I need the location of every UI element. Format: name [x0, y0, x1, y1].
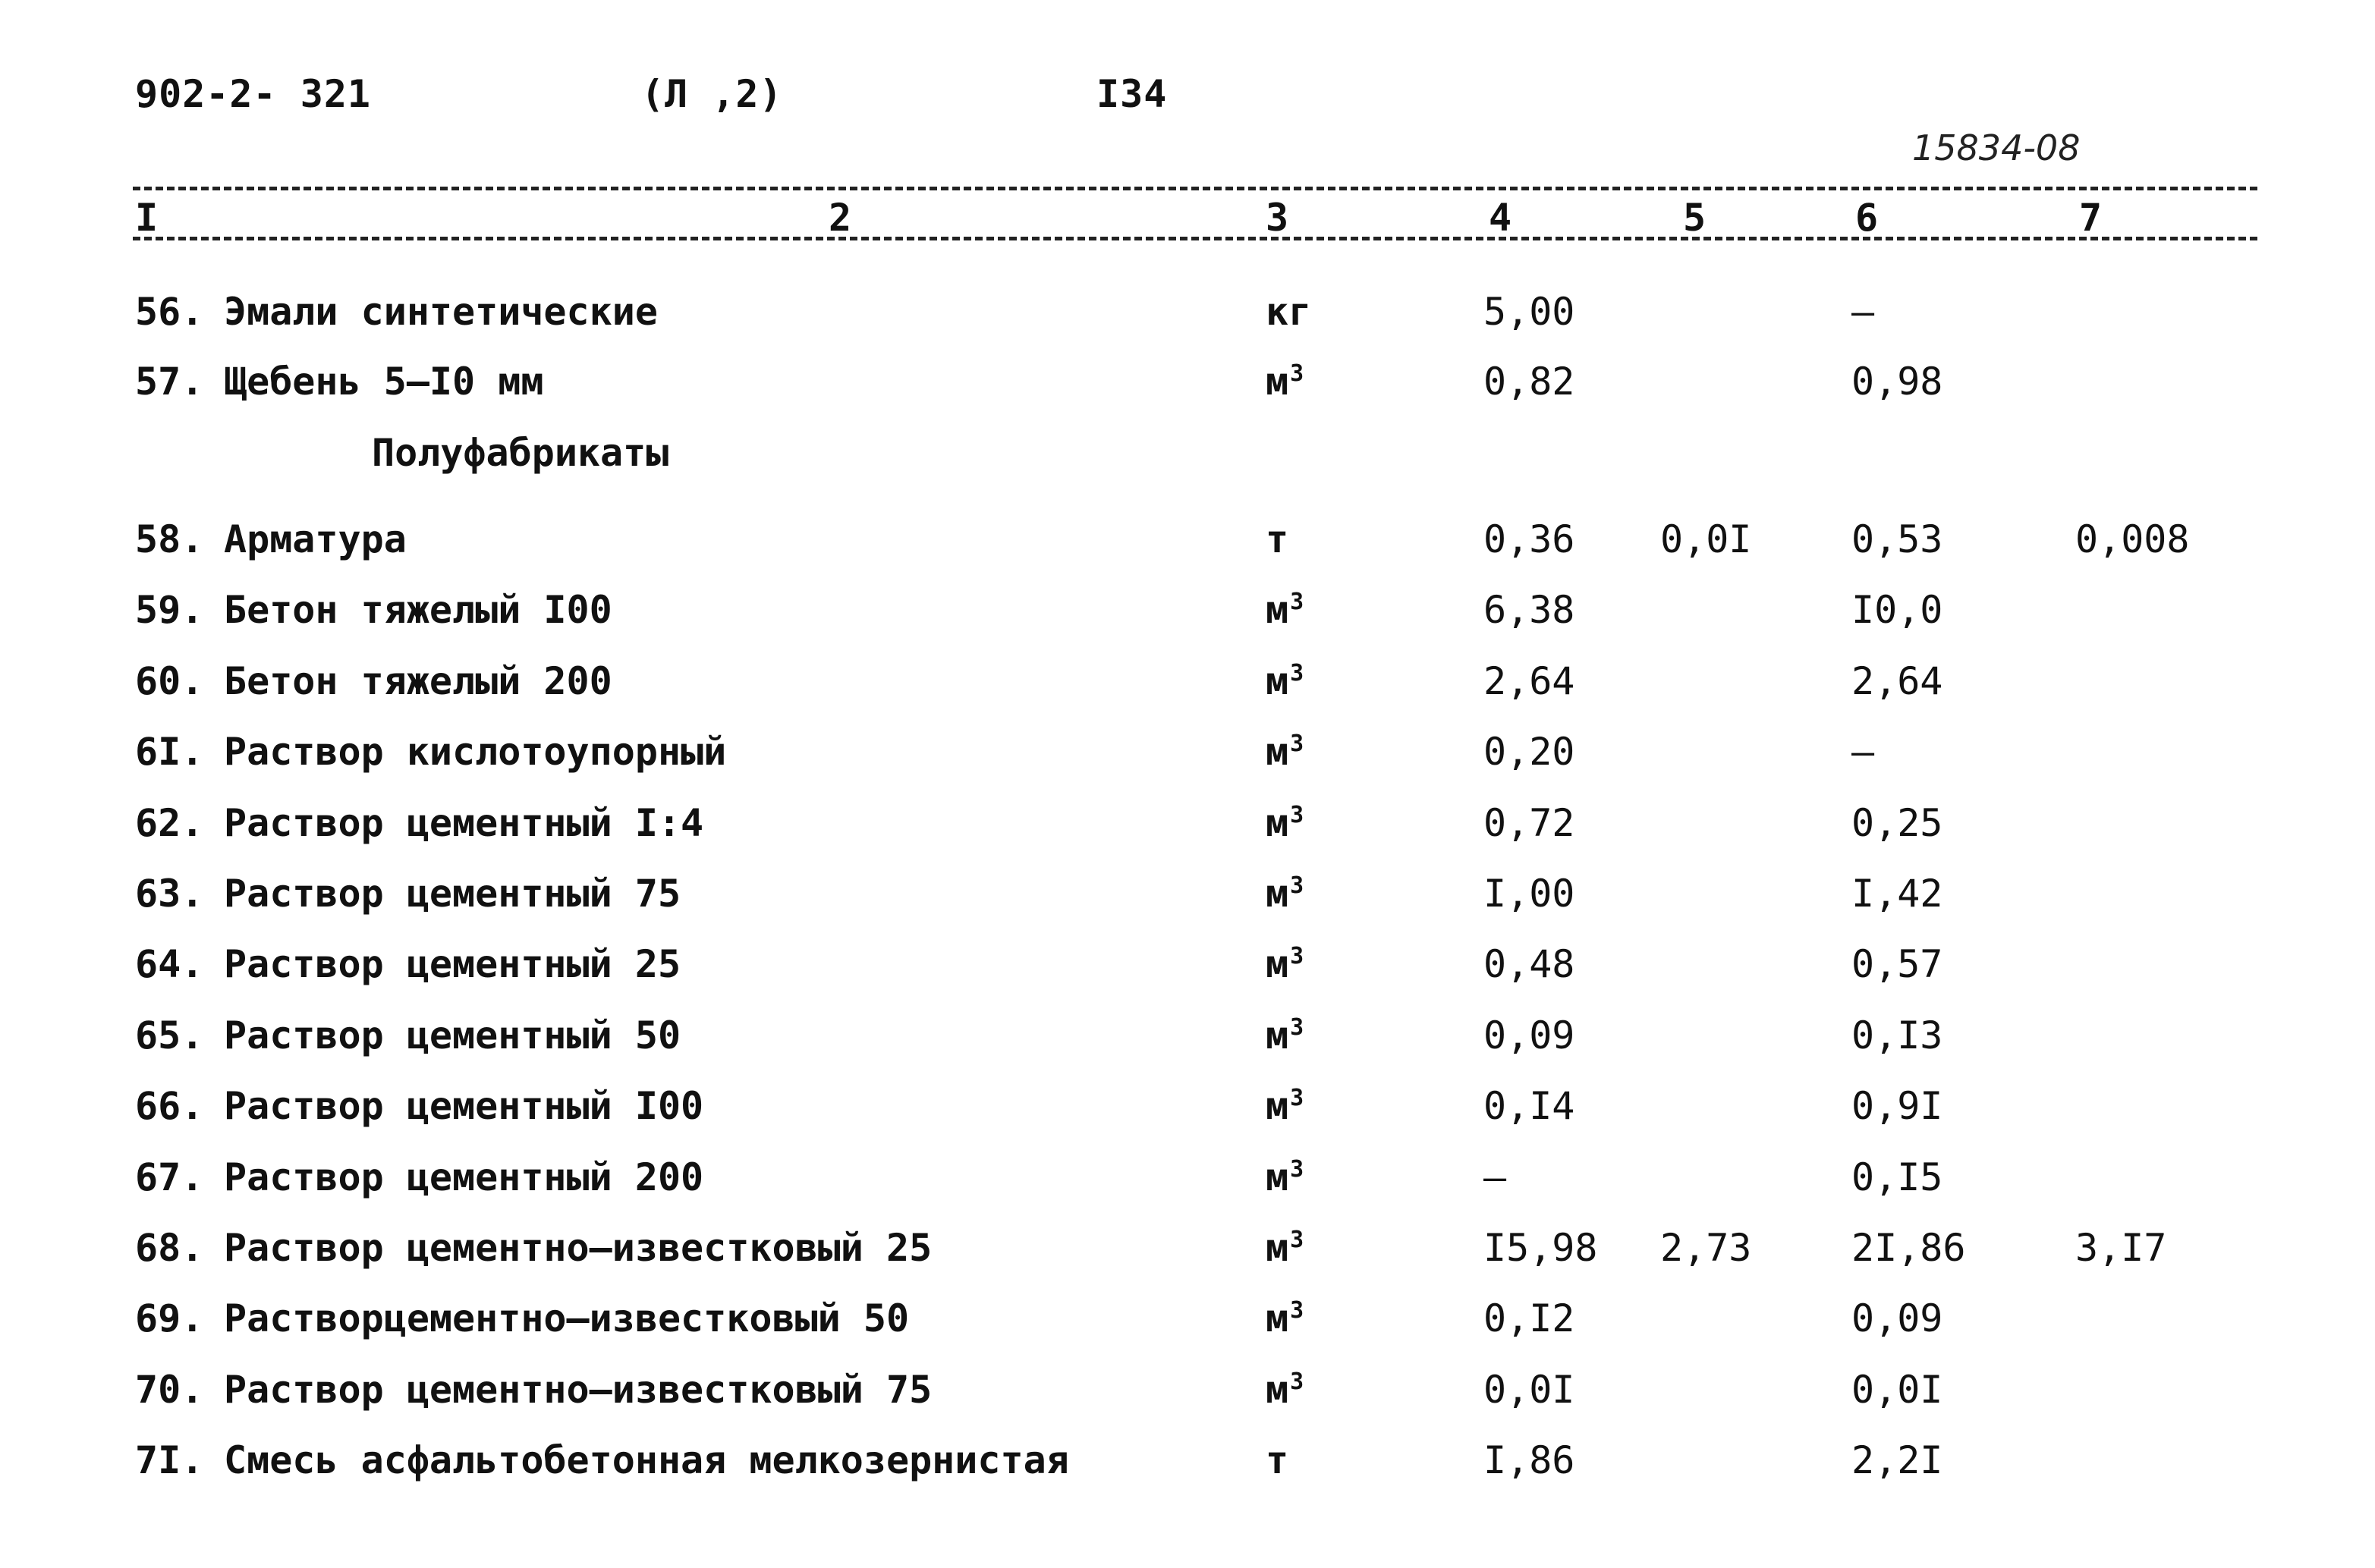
unit-label: м [1266, 1296, 1289, 1340]
unit-cell [1266, 872, 1304, 916]
row-number: 67. [135, 1155, 204, 1199]
unit-label: м [1266, 588, 1289, 632]
header-rule-top [133, 187, 2257, 190]
unit-label: м [1266, 1226, 1289, 1270]
table-row [0, 1368, 2375, 1428]
unit-label: т [1266, 517, 1289, 561]
unit-exponent: 3 [1290, 660, 1304, 687]
value-col-5: 2,73 [1660, 1226, 1752, 1270]
material-name: Раствор цементный I00 [224, 1084, 704, 1128]
value-col-4: 0,20 [1483, 730, 1575, 774]
unit-cell [1266, 1013, 1304, 1057]
material-name: Бетон тяжелый I00 [224, 588, 612, 632]
value-col-4: 0,I2 [1483, 1296, 1575, 1340]
row-number: 69. [135, 1296, 204, 1340]
value-col-6: 0,53 [1851, 517, 1943, 561]
column-number-2: 2 [829, 196, 852, 240]
sheet-label: (Л ,2) [641, 72, 783, 116]
unit-label: м [1266, 360, 1289, 404]
table-row [0, 1438, 2375, 1499]
row-number: 62. [135, 801, 204, 845]
row-number: 60. [135, 659, 204, 703]
unit-cell [1266, 588, 1304, 632]
material-name: Эмали синтетические [224, 290, 658, 334]
value-col-4: 0,0I [1483, 1368, 1575, 1412]
value-col-4: 6,38 [1483, 588, 1575, 632]
row-number: 66. [135, 1084, 204, 1128]
header-rule-bottom [133, 237, 2257, 240]
table-row [0, 1296, 2375, 1357]
unit-label: м [1266, 1155, 1289, 1199]
table-row [0, 801, 2375, 862]
value-col-4: 0,48 [1483, 942, 1575, 986]
unit-cell [1266, 730, 1304, 774]
page-number: I34 [1096, 72, 1168, 116]
unit-exponent: 3 [1290, 360, 1304, 388]
material-name: Щебень 5–I0 мм [224, 360, 544, 404]
column-number-6: 6 [1855, 196, 1879, 240]
value-col-6: – [1851, 290, 1875, 334]
value-col-6: 0,9I [1851, 1084, 1943, 1128]
unit-cell [1266, 1084, 1304, 1128]
value-col-6: I0,0 [1851, 588, 1943, 632]
unit-cell [1266, 360, 1304, 404]
value-col-4: 0,72 [1483, 801, 1575, 845]
table-row [0, 1226, 2375, 1287]
table-row [0, 1013, 2375, 1074]
handwritten-reference: 15834-08 [1912, 127, 2081, 168]
section-title: Полуфабрикаты [372, 431, 669, 475]
unit-exponent: 3 [1290, 731, 1304, 758]
value-col-6: 0,09 [1851, 1296, 1943, 1340]
row-number: 63. [135, 872, 204, 916]
column-number-1: I [135, 196, 159, 240]
value-col-6: 2,2I [1851, 1438, 1943, 1482]
value-col-4: I5,98 [1483, 1226, 1598, 1270]
unit-exponent: 3 [1290, 1297, 1304, 1324]
unit-cell [1266, 290, 1313, 334]
unit-label: м [1266, 730, 1289, 774]
row-number: 56. [135, 290, 204, 334]
value-col-6: – [1851, 730, 1875, 774]
row-number: 68. [135, 1226, 204, 1270]
unit-cell [1266, 1296, 1304, 1340]
column-number-4: 4 [1489, 196, 1512, 240]
row-number: 6I. [135, 730, 204, 774]
value-col-6: 0,I5 [1851, 1155, 1943, 1199]
value-col-6: 0,98 [1851, 360, 1943, 404]
unit-exponent: 3 [1290, 589, 1304, 616]
unit-exponent: 3 [1290, 1085, 1304, 1112]
row-number: 59. [135, 588, 204, 632]
unit-label: м [1266, 1013, 1289, 1057]
unit-cell [1266, 801, 1304, 845]
value-col-6: I,42 [1851, 872, 1943, 916]
table-row [0, 942, 2375, 1003]
material-name: Бетон тяжелый 200 [224, 659, 612, 703]
table-row [0, 1084, 2375, 1145]
doc-code: 902-2- 321 [135, 72, 372, 116]
row-number: 58. [135, 517, 204, 561]
unit-label: м [1266, 1084, 1289, 1128]
value-col-6: 0,25 [1851, 801, 1943, 845]
material-name: Смесь асфальтобетонная мелкозернистая [224, 1438, 1069, 1482]
value-col-4: 0,I4 [1483, 1084, 1575, 1128]
unit-cell [1266, 517, 1290, 561]
material-name: Раствор цементный 25 [224, 942, 681, 986]
material-name: Раствор цементный 50 [224, 1013, 681, 1057]
row-number: 64. [135, 942, 204, 986]
value-col-6: 2I,86 [1851, 1226, 1966, 1270]
unit-cell [1266, 659, 1304, 703]
row-number: 57. [135, 360, 204, 404]
table-row [0, 360, 2375, 420]
unit-label: м [1266, 801, 1289, 845]
unit-exponent: 3 [1290, 1368, 1304, 1396]
column-number-3: 3 [1266, 196, 1289, 240]
value-col-5: 0,0I [1660, 517, 1752, 561]
unit-cell [1266, 1155, 1304, 1199]
material-name: Раствор кислотоупорный [224, 730, 727, 774]
column-number-7: 7 [2079, 196, 2103, 240]
row-number: 65. [135, 1013, 204, 1057]
table-row [0, 517, 2375, 578]
unit-cell [1266, 1438, 1290, 1482]
unit-exponent: 3 [1290, 802, 1304, 829]
unit-exponent: 3 [1290, 1156, 1304, 1183]
unit-label: м [1266, 942, 1289, 986]
value-col-7: 0,008 [2075, 517, 2190, 561]
unit-label: кг [1266, 290, 1312, 334]
material-name: Арматура [224, 517, 407, 561]
unit-exponent: 3 [1290, 872, 1304, 900]
unit-exponent: 3 [1290, 943, 1304, 970]
value-col-6: 0,I3 [1851, 1013, 1943, 1057]
row-number: 70. [135, 1368, 204, 1412]
value-col-6: 0,0I [1851, 1368, 1943, 1412]
value-col-4: 0,36 [1483, 517, 1575, 561]
value-col-4: 2,64 [1483, 659, 1575, 703]
table-row [0, 1155, 2375, 1216]
value-col-4: 0,09 [1483, 1013, 1575, 1057]
unit-cell [1266, 942, 1304, 986]
value-col-4: I,86 [1483, 1438, 1575, 1482]
value-col-4: I,00 [1483, 872, 1575, 916]
material-name: Раствор цементный 200 [224, 1155, 704, 1199]
unit-exponent: 3 [1290, 1014, 1304, 1042]
value-col-4: – [1483, 1155, 1507, 1199]
value-col-7: 3,I7 [2075, 1226, 2167, 1270]
table-row [0, 588, 2375, 649]
value-col-4: 5,00 [1483, 290, 1575, 334]
unit-label: м [1266, 659, 1289, 703]
table-row [0, 730, 2375, 790]
table-row [0, 290, 2375, 350]
material-name: Раствор цементно–известковый 75 [224, 1368, 933, 1412]
value-col-4: 0,82 [1483, 360, 1575, 404]
unit-label: т [1266, 1438, 1289, 1482]
table-row [0, 659, 2375, 720]
table-row [0, 872, 2375, 932]
material-name: Раствор цементный 75 [224, 872, 681, 916]
value-col-6: 2,64 [1851, 659, 1943, 703]
unit-cell [1266, 1226, 1304, 1270]
row-number: 7I. [135, 1438, 204, 1482]
material-name: Раствор цементный I:4 [224, 801, 704, 845]
value-col-6: 0,57 [1851, 942, 1943, 986]
material-name: Растворцементно–известковый 50 [224, 1296, 910, 1340]
material-name: Раствор цементно–известковый 25 [224, 1226, 933, 1270]
unit-exponent: 3 [1290, 1227, 1304, 1254]
unit-label: м [1266, 872, 1289, 916]
column-number-5: 5 [1683, 196, 1707, 240]
unit-label: м [1266, 1368, 1289, 1412]
unit-cell [1266, 1368, 1304, 1412]
